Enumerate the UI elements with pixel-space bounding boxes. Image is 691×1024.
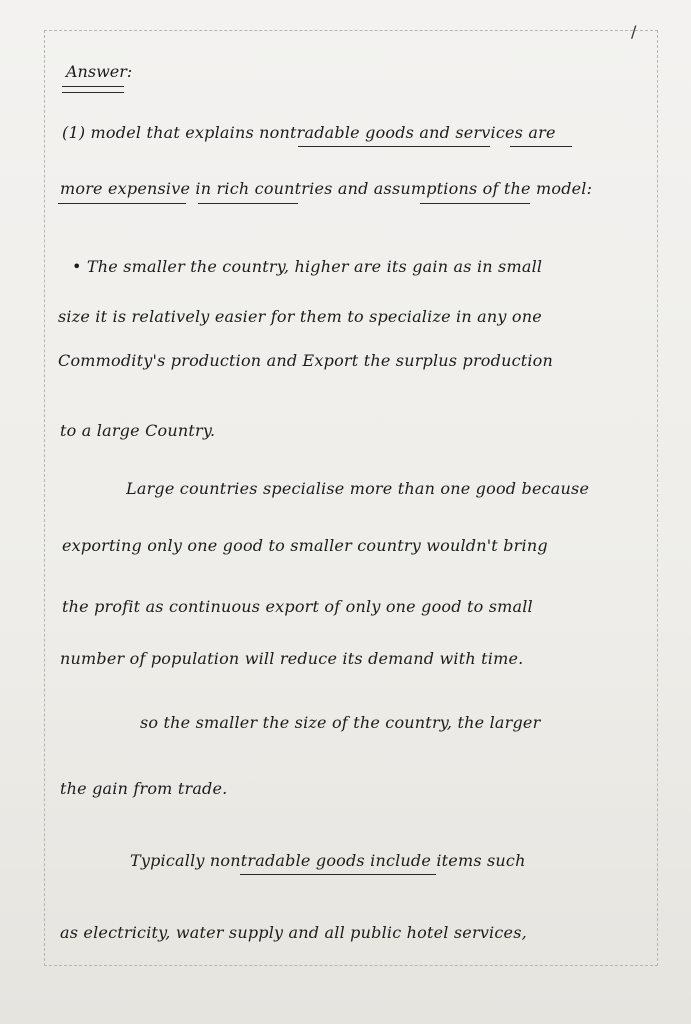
- heading-underline: [62, 86, 124, 87]
- text-line-5: Commodity's production and Export the surplus production: [58, 351, 554, 370]
- corner-mark: /: [631, 22, 637, 41]
- text-line-8: exporting only one good to smaller country wouldn't bring: [62, 536, 548, 555]
- underline-rich: [198, 203, 298, 204]
- underline-assumptions: [420, 203, 530, 204]
- heading-underline-2: [62, 92, 124, 93]
- underline-nontradable-goods: [240, 874, 436, 875]
- text-line-7: Large countries specialise more than one good because: [126, 479, 590, 498]
- text-line-12: the gain from trade.: [60, 779, 228, 798]
- underline-expensive: [58, 203, 186, 204]
- text-line-6: to a large Country.: [60, 421, 216, 440]
- underline-nontradable: [298, 146, 490, 147]
- underline-services: [510, 146, 572, 147]
- text-line-9: the profit as continuous export of only one good to small: [62, 597, 533, 616]
- text-line-11: so the smaller the size of the country, the larger: [140, 713, 541, 732]
- text-line-4: size it is relatively easier for them to specialize in any one: [58, 307, 542, 326]
- text-line-2: more expensive in rich countries and assumptions of the model:: [60, 179, 593, 198]
- text-line-13: Typically nontradable goods include items such: [130, 851, 526, 870]
- text-line-10: number of population will reduce its demand with time.: [60, 649, 524, 668]
- text-line-1: (1) model that explains nontradable goods and services are: [62, 123, 556, 142]
- text-line-3: • The smaller the country, higher are its gain as in small: [72, 257, 543, 276]
- text-line-14: as electricity, water supply and all public hotel services,: [60, 923, 527, 942]
- answer-heading: Answer:: [66, 62, 133, 81]
